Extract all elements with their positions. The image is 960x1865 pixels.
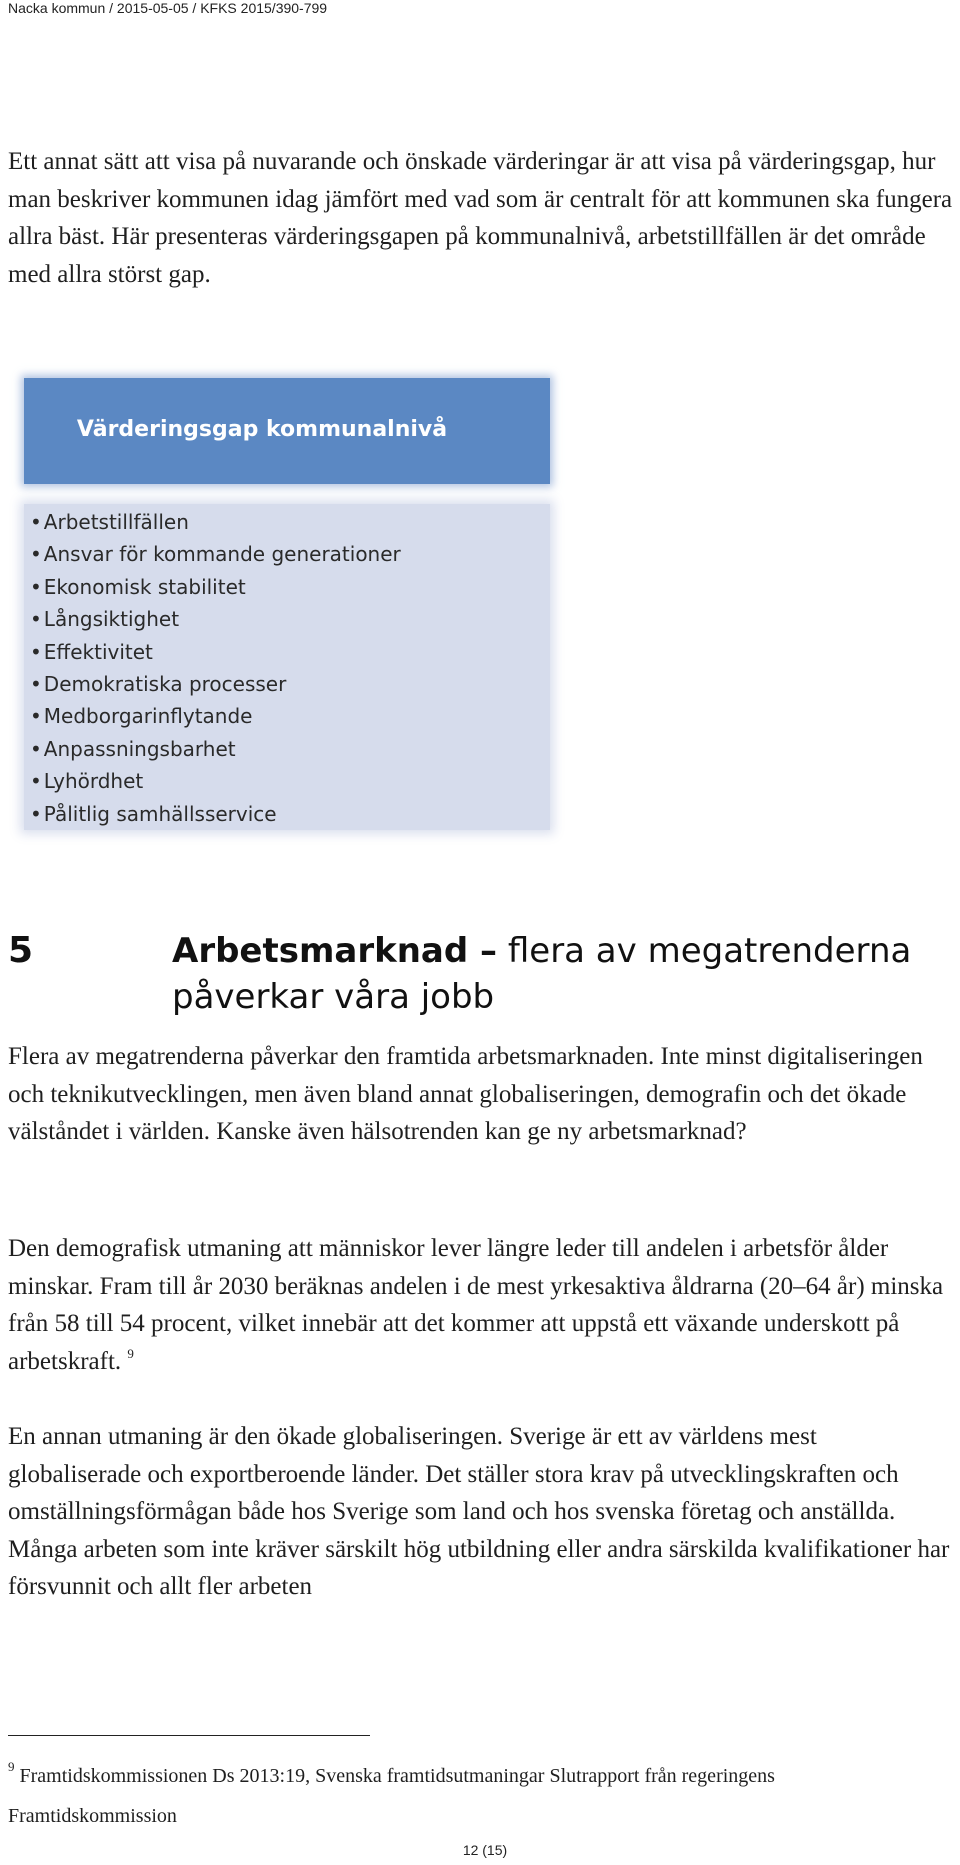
footnote-reference[interactable]: 9 bbox=[127, 1345, 134, 1361]
section-heading-rest: flera av megatrenderna påverkar våra jobb bbox=[172, 931, 912, 1017]
body-paragraph: En annan utmaning är den ökade globaliseringen. Sverige är ett av världens mest globaliserade och exportberoende länder. Det ställer stora krav på utvecklingskraften och omställningsförmågan både hos Sverige som land och hos svenska företag och anställda. Många arbeten som inte kräver särskilt hög utbildning eller andra särskilda kvalifikationer har försvunnit och allt fler arbeten bbox=[8, 1423, 950, 1600]
diagram-list-item: • Demokratiska processer bbox=[30, 668, 401, 700]
body-paragraph bbox=[8, 1230, 956, 1380]
diagram-list-item: • Anpassningsbarhet bbox=[30, 733, 401, 765]
page-header: Nacka kommun / 2015-05-05 / KFKS 2015/390-799 bbox=[8, 0, 328, 16]
diagram-list-item: • Lyhördhet bbox=[30, 765, 401, 797]
body-paragraph-text: Den demografisk utmaning att människor lever längre leder till andelen i arbetsför ålder minskar. Fram till år 2030 beräknas andelen i de mest yrkesaktiva åldrarna (20–64 år) minska från 58 till 54 procent, vilket innebär att det kommer att uppstå ett växande underskott på arbetskraft. bbox=[8, 1235, 944, 1375]
footnote-number: 9 bbox=[8, 1759, 15, 1774]
section-number: 5 bbox=[8, 930, 34, 971]
footnote bbox=[8, 1756, 948, 1836]
diagram-list-item: • Ansvar för kommande generationer bbox=[30, 538, 401, 570]
diagram-list-item: • Långsiktighet bbox=[30, 603, 401, 635]
diagram-list-item: • Effektivitet bbox=[30, 636, 401, 668]
footnote-text: Framtidskommissionen Ds 2013:19, Svenska framtidsutmaningar Slutrapport från regeringens Framtidskommission bbox=[8, 1765, 775, 1827]
diagram-list-item: • Medborgarinflytande bbox=[30, 700, 401, 732]
intro-paragraph: Ett annat sätt att visa på nuvarande och önskade värderingar är att visa på värderingsgap, hur man beskriver kommunen idag jämfört med vad som är centralt för att kommunen ska fungera allra bäst. Här presenteras värderingsgapen på kommunalnivå, arbetstillfällen är det område med allra störst gap. bbox=[8, 148, 953, 288]
page-number: 12 (15) bbox=[462, 1842, 508, 1858]
diagram-title: Värderingsgap kommunalnivå bbox=[76, 416, 448, 442]
diagram-list-box bbox=[24, 504, 550, 830]
diagram-title-box bbox=[24, 378, 550, 484]
diagram-list-item: • Arbetstillfällen bbox=[30, 506, 401, 538]
section-heading-bold: Arbetsmarknad – bbox=[172, 931, 498, 971]
diagram-list-item: • Ekonomisk stabilitet bbox=[30, 571, 401, 603]
diagram-list-item: • Pålitlig samhällsservice bbox=[30, 798, 401, 830]
diagram-list bbox=[30, 506, 401, 830]
footnote-divider bbox=[8, 1735, 370, 1736]
body-paragraph: Flera av megatrenderna påverkar den framtida arbetsmarknaden. Inte minst digitaliseringen och teknikutvecklingen, men även bland annat globaliseringen, demografin och det ökade välståndet i världen. Kanske även hälsotrenden kan ge ny arbetsmarknad? bbox=[8, 1043, 923, 1145]
section-heading bbox=[172, 928, 932, 1020]
